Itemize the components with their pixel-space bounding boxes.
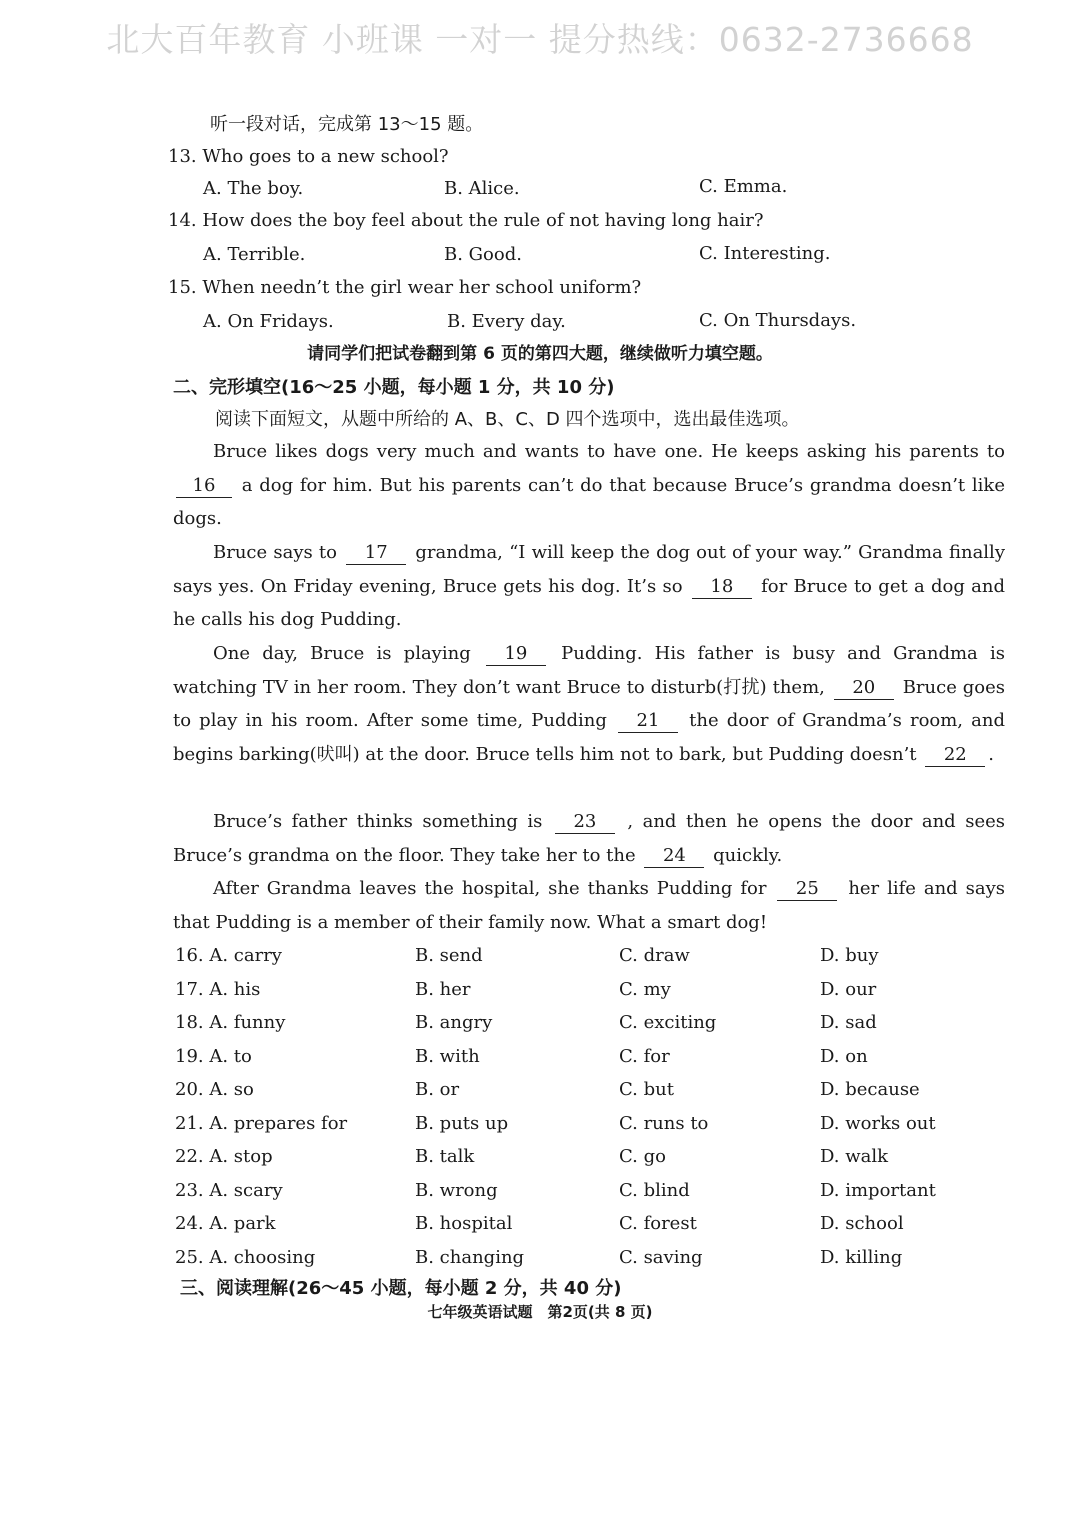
passage-paragraph-5: After Grandma leaves the hospital, she thanks Pudding for 25 her life and says that Pudding is a member of their family now. What a smart dog! bbox=[173, 878, 1005, 933]
passage-paragraph-2: Bruce says to 17 grandma, “I will keep the dog out of your way.” Grandma finally says yes. On Friday evening, Bruce gets his dog. It’s so 18 for Bruce to get a dog and he calls his dog Pudding. bbox=[173, 542, 1005, 631]
option-22-a: 22. A. stop bbox=[175, 1146, 273, 1167]
option-24-a: 24. A. park bbox=[175, 1213, 276, 1234]
option-20-b: B. or bbox=[415, 1079, 460, 1100]
cloze-instruction: 阅读下面短文，从题中所给的 A、B、C、D 四个选项中，选出最佳选项。 bbox=[215, 409, 800, 430]
blank-20: 20 bbox=[834, 677, 894, 700]
watermark: 北大百年教育 小班课 一对一 提分热线：0632-2736668 bbox=[106, 20, 974, 59]
option-row-20 bbox=[175, 1077, 1005, 1103]
option-18-a: 18. A. funny bbox=[175, 1012, 286, 1033]
option-25-b: B. changing bbox=[415, 1246, 525, 1268]
option-19-c: C. for bbox=[619, 1045, 670, 1067]
option-16-d: D. buy bbox=[820, 945, 879, 966]
option-row-18 bbox=[175, 1010, 1005, 1036]
option-23-c: C. blind bbox=[619, 1179, 690, 1201]
option-21-d: D. works out bbox=[820, 1112, 936, 1134]
blank-18: 18 bbox=[692, 576, 752, 599]
option-row-23 bbox=[175, 1178, 1005, 1204]
listening-intro: 听一段对话，完成第 13～15 题。 bbox=[210, 114, 484, 135]
option-21-b: B. puts up bbox=[415, 1112, 509, 1134]
blank-23: 23 bbox=[555, 811, 615, 834]
question-14-option-c: C. Interesting. bbox=[699, 243, 831, 264]
option-20-c: C. but bbox=[619, 1079, 674, 1100]
turn-page-note: 请同学们把试卷翻到第 6 页的第四大题，继续做听力填空题。 bbox=[307, 344, 773, 364]
option-24-d: D. school bbox=[820, 1213, 904, 1234]
option-row-22 bbox=[175, 1144, 1005, 1170]
option-24-b: B. hospital bbox=[415, 1213, 513, 1234]
option-23-a: 23. A. scary bbox=[175, 1179, 283, 1201]
page-footer: 七年级英语试题 第2页(共 8 页) bbox=[427, 1303, 653, 1321]
question-13: 13. Who goes to a new school? bbox=[168, 146, 449, 167]
option-25-c: C. saving bbox=[619, 1246, 703, 1268]
option-row-24 bbox=[175, 1211, 1005, 1237]
blank-25: 25 bbox=[777, 878, 837, 901]
question-13-option-c: C. Emma. bbox=[699, 176, 788, 197]
question-14-option-b: B. Good. bbox=[444, 244, 522, 265]
option-18-b: B. angry bbox=[415, 1012, 493, 1033]
question-15-option-a: A. On Fridays. bbox=[203, 311, 334, 332]
blank-16: 16 bbox=[176, 475, 232, 498]
option-16-c: C. draw bbox=[619, 945, 690, 966]
blank-22: 22 bbox=[925, 744, 985, 767]
option-row-17 bbox=[175, 977, 1005, 1003]
question-15-option-b: B. Every day. bbox=[447, 311, 566, 332]
question-14-option-a: A. Terrible. bbox=[203, 244, 306, 265]
option-row-25 bbox=[175, 1245, 1005, 1271]
option-22-c: C. go bbox=[619, 1146, 666, 1167]
option-23-d: D. important bbox=[820, 1179, 936, 1201]
blank-17: 17 bbox=[346, 542, 406, 565]
passage-paragraph-1: Bruce likes dogs very much and wants to have one. He keeps asking his parents to 16 a dog for him. But his parents can’t do that because Bruce’s grandma doesn’t like dogs. bbox=[173, 441, 1005, 530]
option-17-d: D. our bbox=[820, 978, 877, 1000]
reading-heading: 三、阅读理解(26～45 小题，每小题 2 分，共 40 分) bbox=[180, 1278, 622, 1299]
option-20-d: D. because bbox=[820, 1079, 920, 1100]
option-16-a: 16. A. carry bbox=[175, 945, 282, 966]
question-15-option-c: C. On Thursdays. bbox=[699, 310, 857, 331]
option-21-a: 21. A. prepares for bbox=[175, 1112, 348, 1134]
option-row-16 bbox=[175, 943, 1005, 969]
option-22-b: B. talk bbox=[415, 1146, 475, 1167]
blank-19: 19 bbox=[486, 643, 546, 666]
option-19-d: D. on bbox=[820, 1045, 868, 1067]
cloze-heading: 二、完形填空(16～25 小题，每小题 1 分，共 10 分) bbox=[173, 377, 615, 398]
question-13-option-b: B. Alice. bbox=[444, 178, 520, 199]
blank-21: 21 bbox=[618, 710, 678, 733]
passage-paragraph-4: Bruce’s father thinks something is 23 , and then he opens the door and sees Bruce’s grandma on the floor. They take her to the 24 quickly. bbox=[173, 811, 1005, 866]
option-23-b: B. wrong bbox=[415, 1179, 498, 1201]
blank-24: 24 bbox=[644, 845, 704, 868]
option-17-b: B. her bbox=[415, 978, 471, 1000]
option-16-b: B. send bbox=[415, 945, 483, 966]
question-15: 15. When needn’t the girl wear her school uniform? bbox=[168, 277, 642, 298]
option-17-c: C. my bbox=[619, 978, 671, 1000]
option-22-d: D. walk bbox=[820, 1146, 889, 1167]
question-14: 14. How does the boy feel about the rule of not having long hair? bbox=[168, 210, 764, 231]
passage-paragraph-3: One day, Bruce is playing 19 Pudding. His father is busy and Grandma is watching TV in her room. They don’t want Bruce to disturb(打扰) them, 20 Bruce goes to play in his room. After some time, Pudding 21 the door of Grandma’s room, and begins barking(吠叫) at the door. Bruce tells him not to bark, but Pudding doesn’t 22 . bbox=[173, 643, 1005, 765]
option-row-19 bbox=[175, 1044, 1005, 1070]
option-20-a: 20. A. so bbox=[175, 1079, 254, 1100]
option-19-b: B. with bbox=[415, 1045, 480, 1067]
option-25-a: 25. A. choosing bbox=[175, 1246, 316, 1268]
option-25-d: D. killing bbox=[820, 1246, 903, 1268]
option-19-a: 19. A. to bbox=[175, 1045, 252, 1067]
option-row-21 bbox=[175, 1111, 1005, 1137]
option-24-c: C. forest bbox=[619, 1213, 697, 1234]
option-18-d: D. sad bbox=[820, 1012, 877, 1033]
option-18-c: C. exciting bbox=[619, 1012, 717, 1033]
question-13-option-a: A. The boy. bbox=[203, 178, 304, 199]
option-21-c: C. runs to bbox=[619, 1112, 709, 1134]
option-17-a: 17. A. his bbox=[175, 978, 261, 1000]
